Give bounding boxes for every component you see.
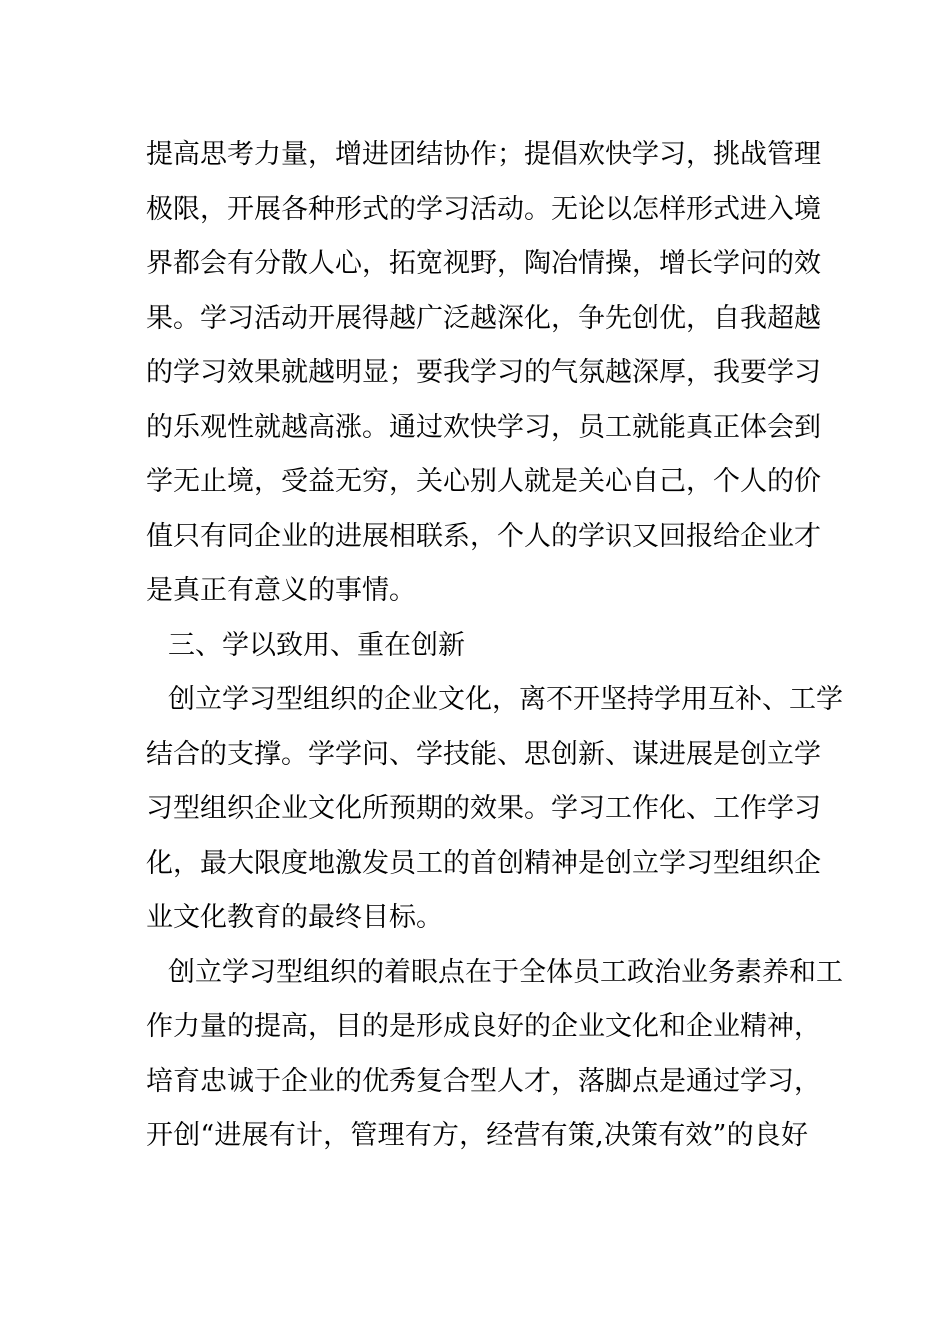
paragraph-2	[146, 673, 843, 946]
text-line: 开创“进展有计，管理有方，经营有策,决策有效”的良好	[146, 1120, 808, 1151]
text-line: 值只有同企业的进展相联系，个人的学识又回报给企业才	[146, 520, 821, 552]
text-line: 业文化教育的最终目标。	[146, 902, 443, 933]
text-line: 果。学习活动开展得越广泛越深化，争先创优，自我超越	[146, 302, 821, 334]
text-line: 化，最大限度地激发员工的首创精神是创立学习型组织企	[146, 847, 821, 879]
text-line: 学无止境，受益无穷，关心别人就是关心自己，个人的价	[146, 466, 821, 497]
text-line: 结合的支撑。学学问、学技能、思创新、谋进展是创立学	[146, 738, 821, 770]
text-line: 极限，开展各种形式的学习活动。无论以怎样形式进入境	[146, 193, 821, 225]
text-line: 创立学习型组织的着眼点在于全体员工政治业务素养和工	[168, 956, 843, 988]
paragraph-3	[146, 946, 843, 1164]
text-line: 界都会有分散人心，拓宽视野，陶冶情操，增长学问的效	[146, 248, 821, 279]
text-line: 培育忠诚于企业的优秀复合型人才，落脚点是通过学习，	[146, 1065, 821, 1097]
document-body	[146, 128, 843, 1164]
text-line: 习型组织企业文化所预期的效果。学习工作化、工作学习	[146, 793, 821, 824]
text-line: 是真正有意义的事情。	[146, 575, 416, 606]
text-line: 的乐观性就越高涨。通过欢快学习，员工就能真正体会到	[146, 411, 821, 443]
text-line: 创立学习型组织的企业文化，离不开坚持学用互补、工学	[168, 684, 843, 715]
text-line: 提高思考力量，增进团结协作；提倡欢快学习，挑战管理	[146, 139, 821, 170]
text-line: 的学习效果就越明显；要我学习的气氛越深厚，我要学习	[146, 357, 821, 388]
section-heading: 三、学以致用、重在创新	[168, 629, 465, 661]
paragraph-1	[146, 128, 821, 619]
text-line: 作力量的提高，目的是形成良好的企业文化和企业精神，	[146, 1011, 821, 1042]
